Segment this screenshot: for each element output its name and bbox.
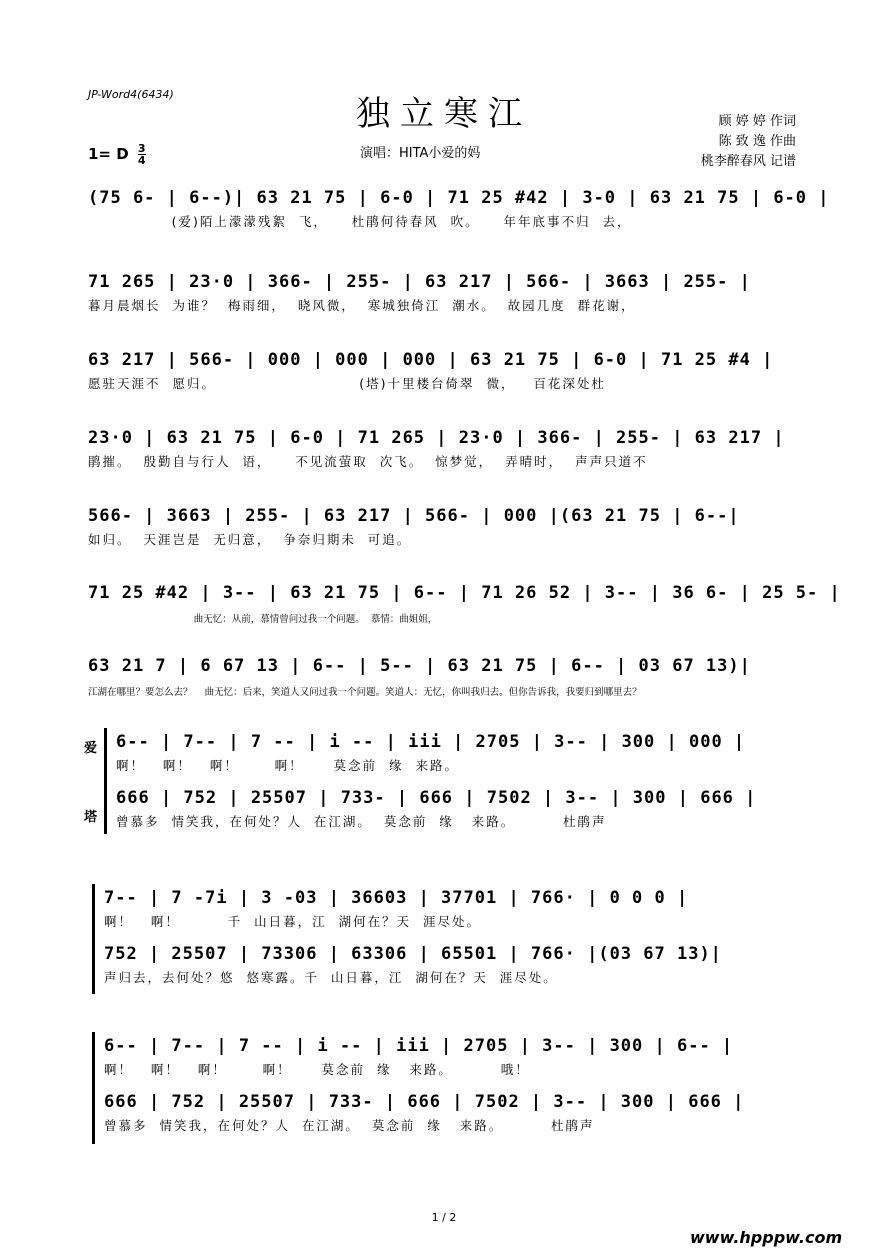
lyrics: (爱)陌上濛濛残絮 飞， 杜鹃何待春风 吹。 年年底事不归 去， — [88, 214, 632, 229]
top-voice-notes: 7-- | 7 -7i | 3 -03 | 36603 | 37701 | 766· | 0 0 0 | — [104, 888, 689, 908]
notes: 63 217 | 566- | 000 | 000 | 000 | 63 21 75 | 6-0 | 71 25 #4 | — [88, 350, 774, 370]
score-line-3 — [88, 350, 808, 392]
notes: 71 25 #42 | 3-- | 63 21 75 | 6-- | 71 26 52 | 3-- | 36 6- | 25 5- | — [88, 583, 841, 603]
system-bracket — [104, 728, 107, 834]
notes: 63 21 7 | 6 67 13 | 6-- | 5-- | 63 21 75 | 6-- | 03 67 13)| — [88, 656, 751, 676]
system-bracket — [92, 1032, 95, 1144]
time-signature — [138, 143, 146, 166]
score-line-2 — [88, 272, 808, 314]
dialogue-text: 江湖在哪里？要怎么去？ 曲无忆：后来，笑道人又问过我一个问题。笑道人：无忆，你叫我归去。但你告诉我，我要归到哪里去？ — [88, 687, 642, 698]
top-voice-lyrics: 啊！ 啊！ 啊！ 啊！ 莫念前 缘 来路。 哦！ — [104, 1062, 530, 1077]
notes: 71 265 | 23·0 | 366- | 255- | 63 217 | 566- | 3663 | 255- | — [88, 272, 751, 292]
credits — [678, 112, 796, 172]
lyricist: 顾 婷 婷 作词 — [718, 114, 796, 129]
notes: (75 6- | 6--)| 63 21 75 | 6-0 | 71 25 #42 | 3-0 | 63 21 75 | 6-0 | — [88, 188, 830, 208]
system-bracket — [92, 884, 95, 994]
singer-credit: 演唱：HITA小爱的妈 — [360, 146, 481, 161]
page-number: 1 / 2 — [431, 1211, 457, 1224]
duet-system-1 — [116, 732, 806, 830]
bottom-voice-lyrics: 声归去，去何处？悠 悠寒露。千 山日暮，江 湖何在？天 涯尽处。 — [104, 970, 558, 985]
score-line-5 — [88, 506, 808, 548]
duet-system-2 — [104, 888, 804, 986]
lyrics: 如归。 天涯岂是 无归意， 争奈归期未 可追。 — [88, 532, 412, 547]
key-signature — [88, 143, 146, 166]
top-voice-lyrics: 啊！ 啊！ 千 山日暮，江 湖何在？天 涯尽处。 — [104, 914, 482, 929]
site-watermark: www.hpppw.com — [690, 1228, 843, 1247]
bottom-voice-notes: 666 | 752 | 25507 | 733- | 666 | 7502 | 3-- | 300 | 666 | — [104, 1092, 745, 1112]
voice-label-ai: 爱 — [84, 741, 98, 756]
score-line-4 — [88, 428, 808, 470]
score-line-7 — [88, 656, 808, 698]
bottom-voice-notes: 752 | 25507 | 73306 | 63306 | 65501 | 766· |(03 67 13)| — [104, 944, 722, 964]
transcriber: 桃李醉春风 记谱 — [700, 154, 796, 169]
lyrics: 愿驻天涯不 愿归。 (塔)十里楼台倚翠 微， 百花深处杜 — [88, 376, 606, 391]
key-text: 1= D — [88, 145, 129, 163]
bottom-voice-notes: 666 | 752 | 25507 | 733- | 666 | 7502 | 3-- | 300 | 666 | — [116, 788, 757, 808]
top-voice-notes: 6-- | 7-- | 7 -- | i -- | iii | 2705 | 3-- | 300 | 6-- | — [104, 1036, 734, 1056]
lyrics: 暮月晨烟长 为谁？ 梅雨细， 晓风微， 寒城独倚江 潮水。 故园几度 群花谢， — [88, 298, 636, 313]
time-top: 3 — [137, 142, 146, 155]
dialogue-text: 曲无忆：从前，慕情曾问过我一个问题。 慕情：曲姐姐， — [88, 614, 438, 625]
top-voice-lyrics: 啊！ 啊！ 啊！ 啊！ 莫念前 缘 来路。 — [116, 758, 459, 773]
time-bottom: 4 — [137, 154, 146, 167]
score-line-1 — [88, 188, 830, 230]
composer: 陈 致 逸 作曲 — [718, 134, 796, 149]
voice-label-ta: 塔 — [84, 810, 98, 825]
software-label: JP-Word4(6434) — [88, 88, 174, 101]
score-line-6 — [88, 583, 841, 625]
top-voice-notes: 6-- | 7-- | 7 -- | i -- | iii | 2705 | 3-- | 300 | 000 | — [116, 732, 746, 752]
lyrics: 鹃摧。 殷勤自与行人 语， 不见流萤取 次飞。 惊梦觉， 弄晴时， 声声只道不 — [88, 454, 648, 469]
notes: 566- | 3663 | 255- | 63 217 | 566- | 000 |(63 21 75 | 6--| — [88, 506, 740, 526]
bottom-voice-lyrics: 曾慕多 情笑我，在何处？人 在江湖。 莫念前 缘 来路。 杜鹃声 — [104, 1118, 595, 1133]
duet-system-3 — [104, 1036, 804, 1134]
song-title: 独立寒江 — [356, 94, 532, 134]
bottom-voice-lyrics: 曾慕多 情笑我，在何处？人 在江湖。 莫念前 缘 来路。 杜鹃声 — [116, 814, 607, 829]
notes: 23·0 | 63 21 75 | 6-0 | 71 265 | 23·0 | 366- | 255- | 63 217 | — [88, 428, 785, 448]
